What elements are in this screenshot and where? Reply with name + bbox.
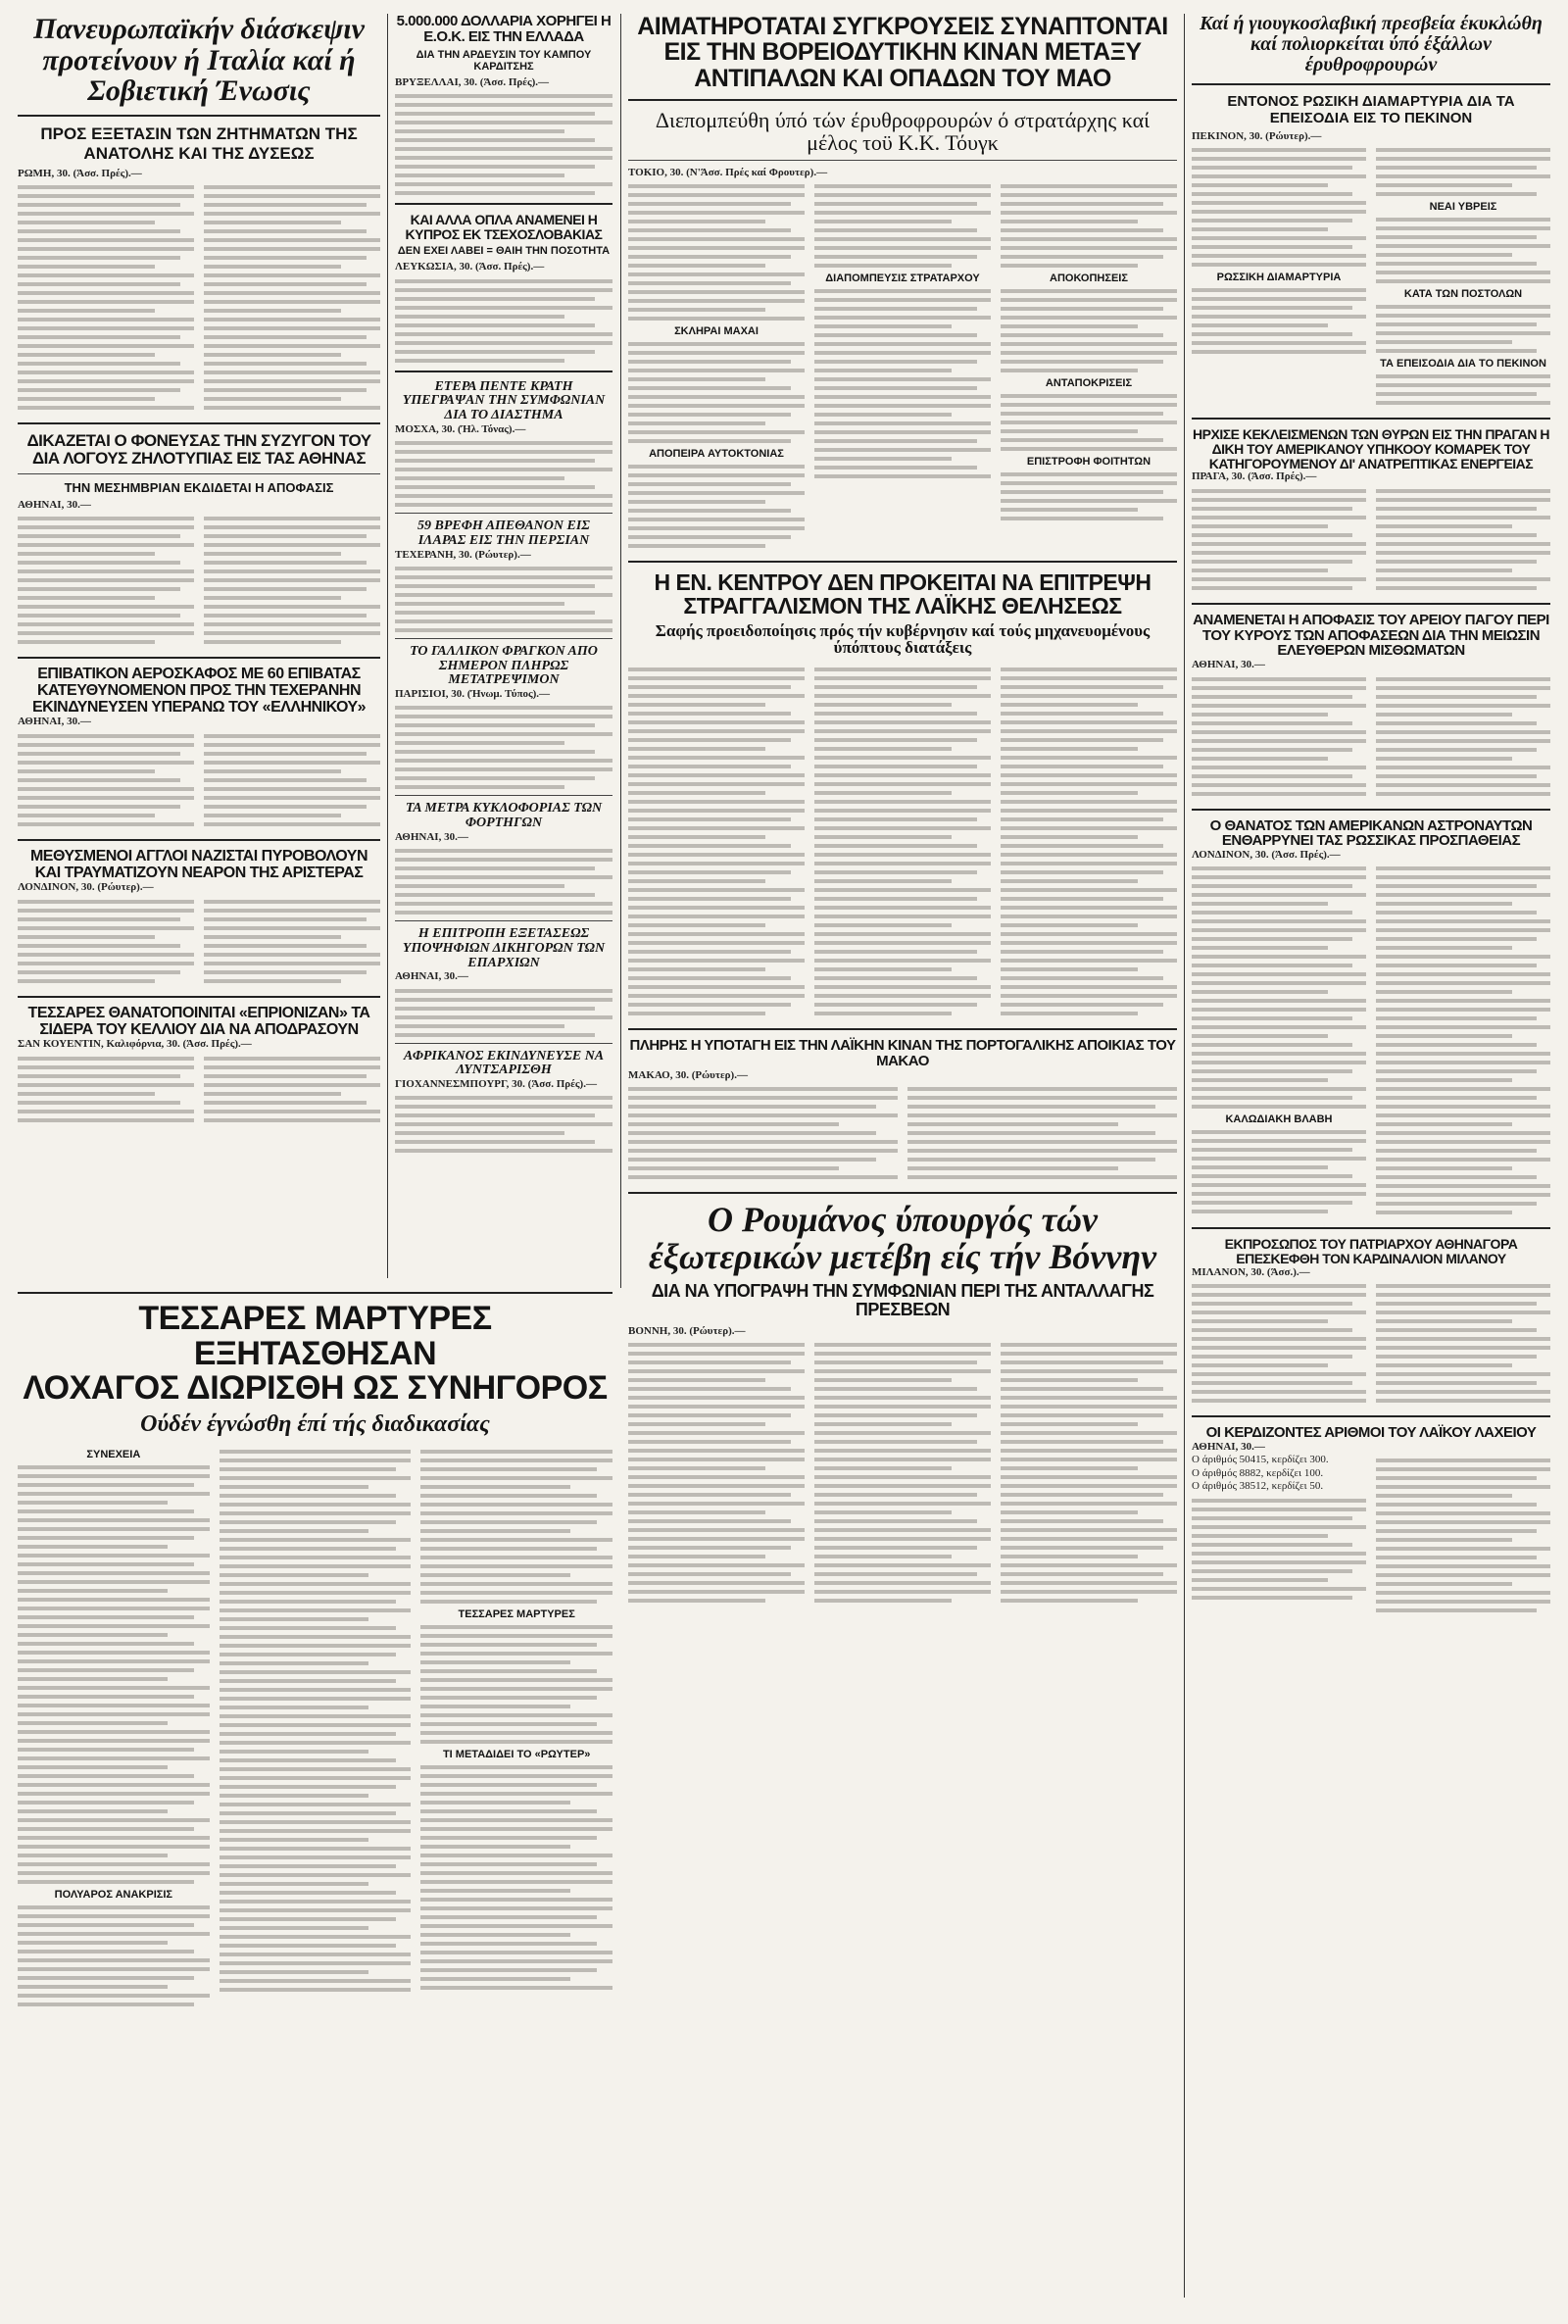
embassy-small-3: ΡΩΣΣΙΚΗ ΔΙΑΜΑΡΤΥΡΙΑ [1216, 272, 1342, 284]
bottom-left-block [18, 1284, 612, 2011]
embassy-small-4: ΤΑ ΕΠΕΙΣΟΔΙΑ ΔΙΑ ΤΟ ΠΕΚΙΝΟΝ [1380, 358, 1546, 371]
romanian-dateline: ΒΟΝΝΗ, 30. (Ρώυτερ).— [628, 1324, 746, 1337]
traffic-text [395, 849, 612, 915]
iran-headline: 59 ΒΡΕΦΗ ΑΠΕΘΑΝΟΝ ΕΙΣ ΙΛΑΡΑΣ ΕΙΣ ΤΗΝ ΠΕΡΣΙΑΝ [417, 519, 590, 548]
trial-text [18, 512, 380, 649]
africa-text [395, 1096, 612, 1153]
column-rule [620, 14, 621, 1288]
romanian-subheadline: ΔΙΑ ΝΑ ΥΠΟΓΡΑΨΗ ΤΗΝ ΣΥΜΦΩΝΙΑΝ ΠΕΡΙ ΤΗΣ ΑΝΤΑΛΛΑΓΗΣ ΠΡΕΣΒΕΩΝ [651, 1280, 1154, 1319]
lottery-dateline: ΑΘΗΝΑΙ, 30.— [1192, 1440, 1265, 1453]
patriarch-headline: ΕΚΠΡΟΣΩΠΟΣ ΤΟΥ ΠΑΤΡΙΑΡΧΟΥ ΑΘΗΝΑΓΟΡΑ ΕΠΕΣΚΕΦΘΗ ΤΟΝ ΚΑΡΔΙΝΑΛΙΟΝ ΜΙΛΑΝΟΥ [1224, 1236, 1518, 1267]
cyprus-text [395, 279, 612, 363]
macao-headline: ΠΛΗΡΗΣ Η ΥΠΟΤΑΓΗ ΕΙΣ ΤΗΝ ΛΑΪΚΗΝ ΚΙΝΑΝ ΤΗΣ ΠΟΡΤΟΓΑΛΙΚΗΣ ΑΠΟΙΚΙΑΣ ΤΟΥ ΜΑΚΑΟ [629, 1037, 1176, 1070]
lead-subheadline: ΠΡΟΣ ΕΞΕΤΑΣΙΝ ΤΩΝ ΖΗΤΗΜΑΤΩΝ ΤΗΣ ΑΝΑΤΟΛΗΣ ΚΑΙ ΤΗΣ ΔΥΣΕΩΣ [40, 124, 358, 163]
areios-dateline: ΑΘΗΝΑΙ, 30.— [1192, 659, 1265, 671]
captain-headline: ΛΟΧΑΓΟΣ ΔΙΩΡΙΣΘΗ ΩΣ ΣΥΝΗΓΟΡΟΣ [23, 1369, 608, 1408]
franc-text [395, 706, 612, 789]
prague-dateline: ΠΡΑΓΑ, 30. (Άσσ. Πρές).— [1192, 470, 1317, 483]
lead-text [18, 180, 380, 415]
main-small-3: ΔΙΑΠΟΜΠΕΥΣΙΣ ΣΤΡΑΤΑΡΧΟΥ [825, 272, 980, 285]
africa-dateline: ΓΙΟΧΑΝΝΕΣΜΠΟΥΡΓ, 30. (Άσσ. Πρές).— [395, 1078, 597, 1091]
witnesses-subheadline: Ούδέν έγνώσθη έπί τής διαδικασίας [140, 1411, 490, 1438]
lottery-row: Ο άριθμός 50415, κερδίζει 300. [1192, 1454, 1329, 1466]
center-headline: Η ΕΝ. ΚΕΝΤΡΟΥ ΔΕΝ ΠΡΟΚΕΙΤΑΙ ΝΑ ΕΠΙΤΡΕΨΗ ΣΤΡΑΓΓΑΛΙΣΜΟΝ ΤΗΣ ΛΑΪΚΗΣ ΘΕΛΗΣΕΩΣ [654, 569, 1152, 619]
dead-text [18, 1052, 380, 1127]
eec-headline: 5.000.000 ΔΟΛΛΑΡΙΑ ΧΟΡΗΓΕΙ Η Ε.Ο.Κ. ΕΙΣ ΤΗΝ ΕΛΛΑΔΑ [396, 13, 612, 45]
embassy-subheadline: ΕΝΤΟΝΟΣ ΡΩΣΙΚΗ ΔΙΑΜΑΡΤΥΡΙΑ ΔΙΑ ΤΑ ΕΠΕΙΣΟΔΙΑ ΕΙΣ ΤΟ ΠΕΚΙΝΟΝ [1227, 93, 1515, 126]
macao-text [628, 1082, 1177, 1184]
committee-headline: Η ΕΠΙΤΡΟΠΗ ΕΞΕΤΑΣΕΩΣ ΥΠΟΨΗΦΙΩΝ ΔΙΚΗΓΟΡΩΝ ΤΩΝ ΕΠΑΡΧΙΩΝ [402, 926, 606, 970]
cyprus-headline: ΚΑΙ ΑΛΛΑ ΟΠΛΑ ΑΝΑΜΕΝΕΙ Η ΚΥΠΡΟΣ ΕΚ ΤΣΕΧΟΣΛΟΒΑΚΙΑΣ [405, 211, 603, 242]
embassy-small-1: ΝΕΑΙ ΥΒΡΕΙΣ [1429, 201, 1497, 214]
astronauts-dateline: ΛΟΝΔΙΝΟΝ, 30. (Άσσ. Πρές).— [1192, 849, 1341, 862]
areios-text [1192, 672, 1550, 801]
witnesses-small-4: ΠΟΛΥΑΡΟΣ ΑΝΑΚΡΙΣΙΣ [54, 1889, 173, 1902]
lottery-row: Ο άριθμός 8882, κερδίζει 100. [1192, 1466, 1324, 1479]
committee-text [395, 989, 612, 1037]
column-3 [628, 14, 1177, 1607]
center-subheadline: Σαφής προειδοποίησις πρός τήν κυβέρνησιν καί τούς μηχανευομένους ύπόπτους διατάξεις [655, 620, 1151, 658]
witnesses-small-2: ΤΕΣΣΑΡΕΣ ΜΑΡΤΥΡΕΣ [458, 1608, 575, 1621]
column-4 [1192, 14, 1550, 1617]
astronauts-text [1192, 862, 1550, 1219]
patriarch-text [1192, 1279, 1550, 1408]
lead-dateline: ΡΩΜΗ, 30. (Άσσ. Πρές).— [18, 167, 142, 179]
eec-text [395, 94, 612, 195]
plane-dateline: ΑΘΗΝΑΙ, 30.— [18, 716, 91, 728]
romanian-text [628, 1338, 1177, 1607]
macao-dateline: ΜΑΚΑΟ, 30. (Ρώυτερ).— [628, 1068, 748, 1081]
prague-text [1192, 484, 1550, 595]
trial-subheadline: ΤΗΝ ΜΕΣΗΜΒΡΙΑΝ ΕΚΔΙΔΕΤΑΙ Η ΑΠΟΦΑΣΙΣ [64, 479, 334, 495]
main-text [628, 179, 1177, 553]
witnesses-text [18, 1445, 612, 2011]
main-headline: ΑΙΜΑΤΗΡΟΤΑΤΑΙ ΣΥΓΚΡΟΥΣΕΙΣ ΣΥΝΑΠΤΟΝΤΑΙ ΕΙΣ ΤΗΝ ΒΟΡΕΙΟΔΥΤΙΚΗΝ ΚΙΝΑΝ ΜΕΤΑΞΥ ΑΝΤΙΠΑΛΩΝ ΚΑΙ ΟΠΑΔΩΝ ΤΟΥ ΜΑΟ [637, 13, 1168, 92]
patriarch-dateline: ΜΙΛΑΝΟΝ, 30. (Άσσ.).— [1192, 1265, 1310, 1278]
space-headline: ΕΤΕΡΑ ΠΕΝΤΕ ΚΡΑΤΗ ΥΠΕΓΡΑΨΑΝ ΤΗΝ ΣΥΜΦΩΝΙΑΝ ΔΙΑ ΤΟ ΔΙΑΣΤΗΜΑ [402, 378, 606, 423]
traffic-headline: ΤΑ ΜΕΤΡΑ ΚΥΚΛΟΦΟΡΙΑΣ ΤΩΝ ΦΟΡΤΗΓΩΝ [405, 801, 603, 831]
column-rule [387, 14, 388, 1278]
traffic-dateline: ΑΘΗΝΑΙ, 30.— [395, 830, 468, 843]
trial-dateline: ΑΘΗΝΑΙ, 30.— [18, 498, 91, 511]
prague-headline: ΗΡΧΙΣΕ ΚΕΚΛΕΙΣΜΕΝΩΝ ΤΩΝ ΘΥΡΩΝ ΕΙΣ ΤΗΝ ΠΡΑΓΑΝ Η ΔΙΚΗ ΤΟΥ ΑΜΕΡΙΚΑΝΟΥ ΥΠΗΚΟΟΥ ΚΟΜΑΡΕΚ ΤΟΥ ΚΑΤΗΓΟΡΟΥΜΕΝΟΥ ΔΙ' ΑΝΑΤΡΕΠΤΙΚΑΣ ΕΝΕΡΓΕΙΑΣ [1193, 426, 1549, 471]
space-text [395, 441, 612, 507]
plane-text [18, 729, 380, 831]
main-small-6: ΕΠΙΣΤΡΟΦΗ ΦΟΙΤΗΤΩΝ [1026, 456, 1152, 469]
africa-headline: ΑΦΡΙΚΑΝΟΣ ΕΚΙΝΔΥΝΕΥΣΕ ΝΑ ΛΥΝΤΣΑΡΙΣΘΗ [403, 1048, 605, 1078]
eec-dateline: ΒΡΥΞΕΛΛΑΙ, 30. (Άσσ. Πρές).— [395, 75, 550, 88]
embassy-headline: Καί ή γιουγκοσλαβική πρεσβεία έκυκλώθη καί πολιορκείται ύπό έξάλλων έρυθροφρουρών [1200, 13, 1543, 75]
main-small-2: ΑΠΟΠΕΙΡΑ ΑΥΤΟΚΤΟΝΙΑΣ [649, 448, 784, 461]
committee-dateline: ΑΘΗΝΑΙ, 30.— [395, 970, 468, 983]
astronauts-headline: Ο ΘΑΝΑΤΟΣ ΤΩΝ ΑΜΕΡΙΚΑΝΩΝ ΑΣΤΡΟΝΑΥΤΩΝ ΕΝΘΑΡΡΥΝΕΙ ΤΑΣ ΡΩΣΣΙΚΑΣ ΠΡΟΣΠΑΘΕΙΑΣ [1209, 816, 1533, 850]
witnesses-small-1: ΣΥΝΕΧΕΙΑ [86, 1449, 141, 1461]
nazis-text [18, 895, 380, 988]
lottery-row: Ο άριθμός 38512, κερδίζει 50. [1192, 1480, 1324, 1493]
witnesses-headline: ΤΕΣΣΑΡΕΣ ΜΑΡΤΥΡΕΣ ΕΞΗΤΑΣΘΗΣΑΝ [138, 1300, 492, 1372]
main-small-5: ΑΝΤΑΠΟΚΡΙΣΕΙΣ [1045, 377, 1133, 390]
main-small-1: ΣΚΛΗΡΑΙ ΜΑΧΑΙ [674, 325, 759, 338]
eec-subheadline: ΔΙΑ ΤΗΝ ΑΡΔΕΥΣΙΝ ΤΟΥ ΚΑΜΠΟΥ ΚΑΡΔΙΤΣΗΣ [416, 48, 592, 73]
nazis-headline: ΜΕΘΥΣΜΕΝΟΙ ΑΓΓΛΟΙ ΝΑΖΙΣΤΑΙ ΠΥΡΟΒΟΛΟΥΝ ΚΑΙ ΤΡΑΥΜΑΤΙΖΟΥΝ ΝΕΑΡΟΝ ΤΗΣ ΑΡΙΣΤΕΡΑΣ [29, 847, 368, 881]
witnesses-small-3: ΤΙ ΜΕΤΑΔΙΔΕΙ ΤΟ «ΡΩΥΤΕΡ» [442, 1749, 591, 1761]
lead-headline: Πανευρωπαϊκήν διάσκεψιν προτείνουν ή Ιταλία καί ή Σοβιετική Ένωσις [33, 13, 365, 107]
embassy-dateline: ΠΕΚΙΝΟΝ, 30. (Ρώυτερ).— [1192, 130, 1322, 142]
embassy-small-2: ΚΑΤΑ ΤΩΝ ΠΟΣΤΟΛΩΝ [1403, 288, 1523, 301]
dead-headline: ΤΕΣΣΑΡΕΣ ΘΑΝΑΤΟΠΟΙΝΙΤΑΙ «ΕΠΡΙΟΝΙΖΑΝ» ΤΑ ΣΙΔΕΡΑ ΤΟΥ ΚΕΛΛΙΟΥ ΔΙΑ ΝΑ ΑΠΟΔΡΑΣΟΥΝ [27, 1004, 370, 1038]
trial-headline: ΔΙΚΑΖΕΤΑΙ Ο ΦΟΝΕΥΣΑΣ ΤΗΝ ΣΥΖΥΓΟΝ ΤΟΥ ΔΙΑ ΛΟΓΟΥΣ ΖΗΛΟΤΥΠΙΑΣ ΕΙΣ ΤΑΣ ΑΘΗΝΑΣ [26, 430, 371, 468]
embassy-text [1192, 143, 1550, 410]
main-dateline: ΤΟΚΙΟ, 30. (Ν'Άσσ. Πρές καί Φρουτερ).— [628, 166, 828, 178]
dead-dateline: ΣΑΝ ΚΟΥΕΝΤΙΝ, Καλιφόρνια, 30. (Άσσ. Πρές).— [18, 1038, 252, 1051]
cyprus-subheadline: ΔΕΝ ΕΧΕΙ ΛΑΒΕΙ = ΘΑΙΗ ΤΗΝ ΠΟΣΟΤΗΤΑ [397, 245, 611, 258]
plane-headline: ΕΠΙΒΑΤΙΚΟΝ ΑΕΡΟΣΚΑΦΟΣ ΜΕ 60 ΕΠΙΒΑΤΑΣ ΚΑΤΕΥΘΥΝΟΜΕΝΟΝ ΠΡΟΣ ΤΗΝ ΤΕΧΕΡΑΝΗΝ ΕΚΙΝΔΥΝΕΥΣΕΝ ΥΠΕΡΑΝΩ ΤΟΥ «ΕΛΛΗΝΙΚΟΥ» [31, 666, 367, 716]
lottery-headline: ΟΙ ΚΕΡΔΙΖΟΝΤΕΣ ΑΡΙΘΜΟΙ ΤΟΥ ΛΑΪΚΟΥ ΛΑΧΕΙΟΥ [1205, 1424, 1537, 1442]
column-1 [18, 14, 380, 1127]
franc-dateline: ΠΑΡΙΣΙΟΙ, 30. (Ήνωμ. Τύπος).— [395, 688, 551, 700]
cyprus-dateline: ΛΕΥΚΩΣΙΑ, 30. (Άσσ. Πρές).— [395, 261, 545, 273]
iran-dateline: ΤΕΧΕΡΑΝΗ, 30. (Ρώυτερ).— [395, 548, 531, 561]
franc-headline: ΤΟ ΓΑΛΛΙΚΟΝ ΦΡΑΓΚΟΝ ΑΠΟ ΣΗΜΕΡΟΝ ΠΛΗΡΩΣ ΜΕΤΑΤΡΕΨΙΜΟΝ [410, 643, 598, 688]
lottery-text [1192, 1454, 1550, 1617]
column-rule [1184, 14, 1185, 2298]
astronauts-small: ΚΑΛΩΔΙΑΚΗ ΒΛΑΒΗ [1225, 1113, 1333, 1126]
romanian-headline: Ο Ρουμάνος ύπουργός τών έξωτερικών μετέβη είς τήν Βόννην [648, 1200, 1157, 1277]
main-small-4: ΑΠΟΚΟΠΗΣΕΙΣ [1050, 272, 1128, 285]
iran-text [395, 567, 612, 632]
areios-headline: ΑΝΑΜΕΝΕΤΑΙ Η ΑΠΟΦΑΣΙΣ ΤΟΥ ΑΡΕΙΟΥ ΠΑΓΟΥ ΠΕΡΙ ΤΟΥ ΚΥΡΟΥΣ ΤΩΝ ΑΠΟΦΑΣΕΩΝ ΔΙΑ ΤΗΝ ΜΕΙΩΣΙΝ ΕΛΕΥΘΕΡΩΝ ΜΙΣΘΩΜΑΤΩΝ [1193, 611, 1549, 660]
space-dateline: ΜΟΣΧΑ, 30. (Ήλ. Τόνας).— [395, 422, 526, 435]
column-2 [395, 14, 612, 1158]
center-text [628, 663, 1177, 1020]
nazis-dateline: ΛΟΝΔΙΝΟΝ, 30. (Ρώυτερ).— [18, 881, 154, 894]
main-subheadline: Διεπομπεύθη ύπό τών έρυθροφρουρών ό στρατάρχης καί μέλος τοϋ Κ.Κ. Τόυγκ [655, 107, 1151, 155]
